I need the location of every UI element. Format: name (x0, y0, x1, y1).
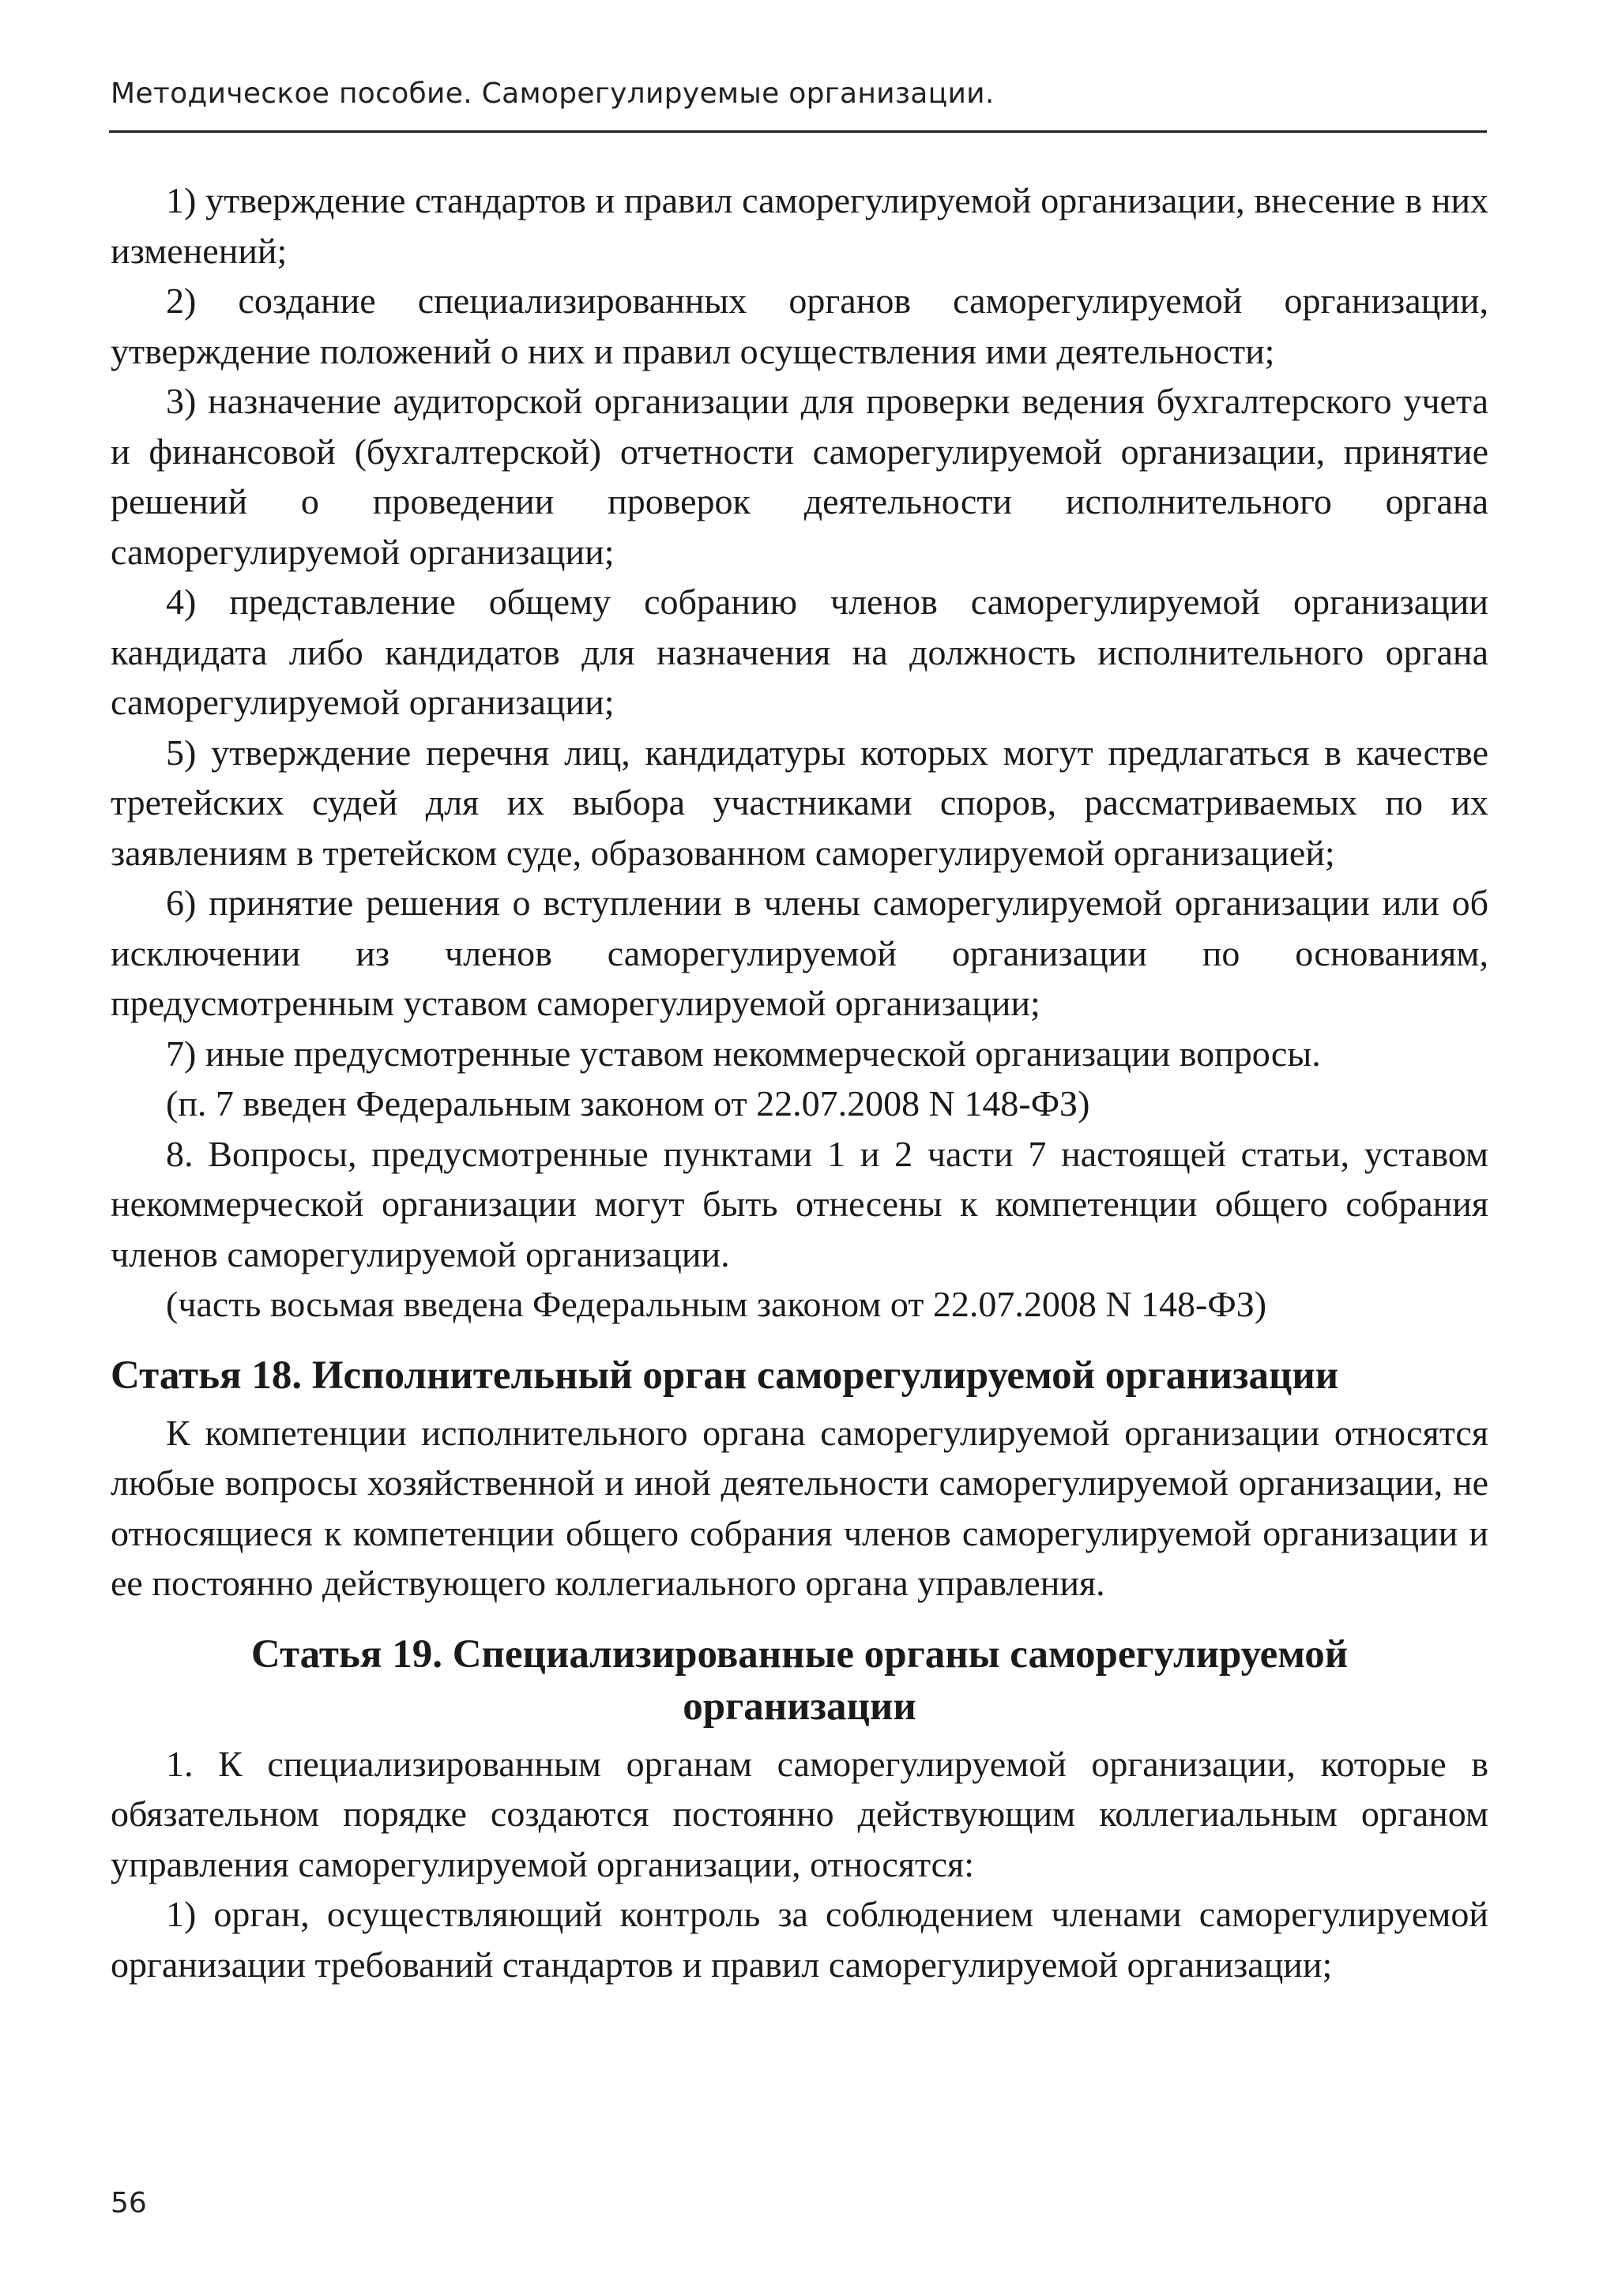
paragraph-8: 8. Вопросы, предусмотренные пунктами 1 и 2 части 7 настоящей статьи, уставом некоммерческой организации могут быть отнесены к компетенции общего собрания членов саморегулируемой организации. (111, 1133, 1488, 1274)
article-18-heading: Статья 18. Исполнительный орган саморегулируемой организации (111, 1353, 1339, 1398)
list-item-3: 3) назначение аудиторской организации для проверки ведения бухгалтерского учета и финансовой (бухгалтерской) отчетности саморегулируемой организации, принятие решений о проведении проверок деятельности исполнительного органа саморегулируемой организации; (111, 381, 1488, 572)
page-body (111, 175, 1488, 1989)
list-item-2: 2) создание специализированных органов саморегулируемой организации, утверждение положений о них и правил осуществления ими деятельности; (111, 280, 1488, 371)
article-19-heading: Статья 19. Специализированные органы саморегулируемой организации (250, 1632, 1349, 1729)
article-19-paragraph-1: 1. К специализированным органам саморегулируемой организации, которые в обязательном порядке создаются постоянно действующим коллегиальным органом управления саморегулируемой организации, относятся: (111, 1743, 1488, 1884)
amendment-note-2: (часть восьмая введена Федеральным законом от 22.07.2008 N 148-ФЗ) (166, 1284, 1267, 1324)
list-item-7: 7) иные предусмотренные уставом некоммерческой организации вопросы. (166, 1033, 1321, 1074)
list-item-4: 4) представление общему собранию членов саморегулируемой организации кандидата либо кандидатов для назначения на должность исполнительного органа саморегулируемой организации; (111, 582, 1488, 722)
list-item-5: 5) утверждение перечня лиц, кандидатуры которых могут предлагаться в качестве третейских судей для их выбора участниками споров, рассматриваемых по их заявлениям в третейском суде, образованном саморегулируемой организацией; (111, 732, 1488, 873)
amendment-note-1: (п. 7 введен Федеральным законом от 22.07.2008 N 148-ФЗ) (166, 1083, 1090, 1124)
header-divider (109, 130, 1487, 133)
page-number: 56 (111, 2187, 147, 2219)
article-19-item-1: 1) орган, осуществляющий контроль за соблюдением членами саморегулируемой организации требований стандартов и правил саморегулируемой организации; (111, 1894, 1488, 1985)
article-18-text: К компетенции исполнительного органа саморегулируемой организации относятся любые вопросы хозяйственной и иной деятельности саморегулируемой организации, не относящиеся к компетенции общего собрания членов саморегулируемой организации и ее постоянно действующего коллегиального органа управления. (111, 1412, 1488, 1603)
running-header: Методическое пособие. Саморегулируемые организации. (111, 77, 995, 110)
list-item-1: 1) утверждение стандартов и правил саморегулируемой организации, внесение в них изменений; (111, 180, 1488, 271)
list-item-6: 6) принятие решения о вступлении в члены саморегулируемой организации или об исключении из членов саморегулируемой организации по основаниям, предусмотренным уставом саморегулируемой организации; (111, 883, 1488, 1023)
